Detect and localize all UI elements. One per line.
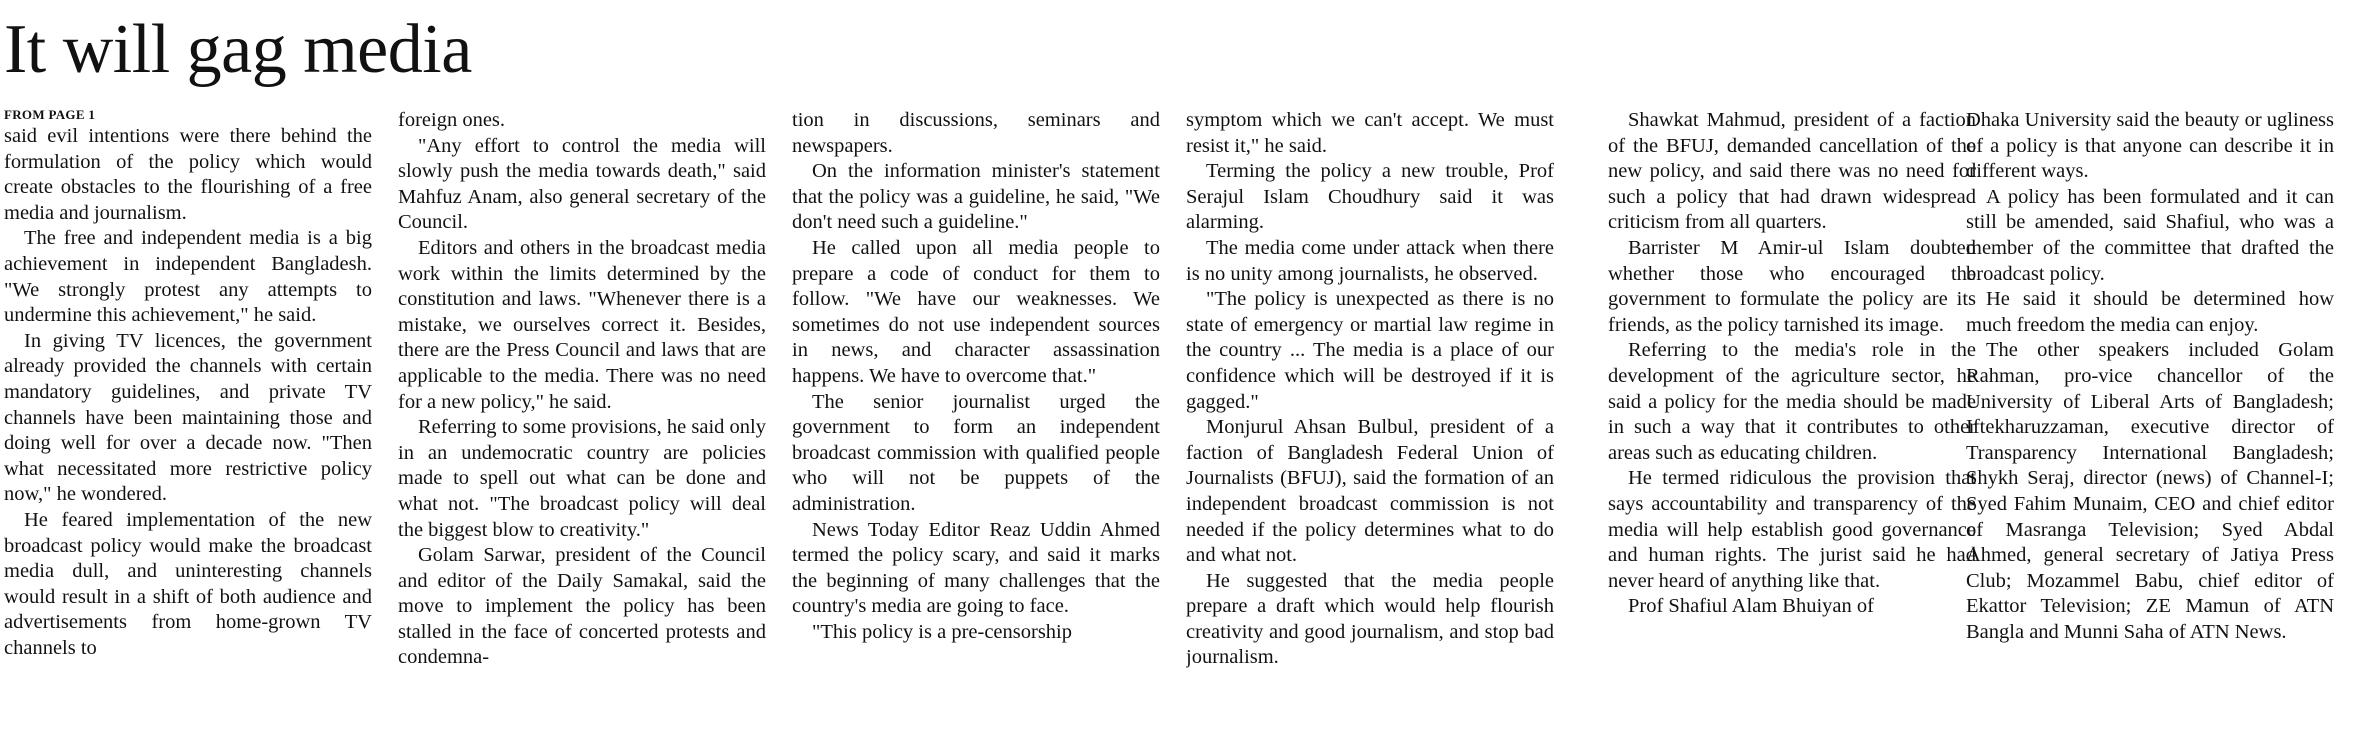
paragraph: Referring to the media's role in the development of the agriculture sector, he said a policy for the media should be made in such a way that it contributes to other areas such as educating children. (1608, 339, 1976, 464)
headline: It will gag media (4, 11, 472, 88)
paragraph: On the information minister's statement that the policy was a guideline, he said, "We don't need such a guideline." (792, 160, 1160, 234)
paragraph: Shawkat Mahmud, president of a faction of the BFUJ, demanded cancellation of the new policy, and said there was no need for such a policy that had drawn widespread criticism from all quarters. (1608, 109, 1976, 234)
paragraph: foreign ones. (398, 109, 506, 131)
paragraph: The free and independent media is a big achievement in independent Bangladesh. "We strongly protest any attempts to undermine this achievement," he said. (4, 227, 372, 327)
paragraph: A policy has been formulated and it can still be amended, said Shafiul, who was a member of the committee that drafted the broadcast policy. (1966, 185, 2334, 285)
paragraph: Editors and others in the broadcast media work within the limits determined by the constitution and laws. "Whenever there is a mistake, we ourselves correct it. Besides, there are the Press Council and laws that are applicable to the media. There was no need for a new policy," he said. (398, 236, 766, 413)
dateline: FROM PAGE 1 (4, 108, 96, 122)
paragraph: "The policy is unexpected as there is no state of emergency or martial law regime in the country ... The media is a place of our confidence which will be destroyed if it is gagged." (1186, 288, 1554, 413)
paragraph: In giving TV licences, the government already provided the channels with certain mandatory guidelines, and private TV channels have been maintaining those and doing well for over a decade now. "Then what necessitated more restrictive policy now," he wondered. (4, 329, 372, 506)
article-column (4, 108, 372, 748)
paragraph: Referring to some provisions, he said only in an undemocratic country are policies made to spell out what can be done and what not. "The broadcast policy will deal the biggest blow to creativity." (398, 416, 766, 541)
paragraph: Golam Sarwar, president of the Council and editor of the Daily Samakal, said the move to implement the policy has been stalled in the face of concerted protests and condemna- (398, 544, 766, 669)
paragraph: He said it should be determined how much freedom the media can enjoy. (1966, 288, 2334, 336)
paragraph: Monjurul Ahsan Bulbul, president of a faction of Bangladesh Federal Union of Journalists (BFUJ), said the formation of an independent broadcast commission is not needed if the policy determines what to do and what not. (1186, 416, 1554, 567)
paragraph: The senior journalist urged the government to form an independent broadcast commission with qualified people who will not be puppets of the administration. (792, 390, 1160, 515)
paragraph: Dhaka University said the beauty or ugliness of a policy is that anyone can describe it in different ways. (1966, 109, 2334, 183)
article-column (1966, 108, 2334, 748)
paragraph: said evil intentions were there behind the formulation of the policy which would create obstacles to the flourishing of a free media and journalism. (4, 125, 372, 224)
paragraph: Barrister M Amir-ul Islam doubted whether those who encouraged the government to formulate the policy are its friends, as the policy tarnished its image. (1608, 236, 1976, 336)
paragraph: symptom which we can't accept. We must resist it," he said. (1186, 109, 1554, 157)
article-column (792, 108, 1160, 748)
paragraph: "Any effort to control the media will slowly push the media towards death," said Mahfuz Anam, also general secretary of the Council. (398, 134, 766, 234)
article-column (1186, 108, 1554, 748)
article-body (4, 108, 2367, 748)
article-column (398, 108, 766, 748)
paragraph: He suggested that the media people prepare a draft which would help flourish creativity and good journalism, and stop bad journalism. (1186, 569, 1554, 669)
paragraph: The other speakers included Golam Rahman, pro-vice chancellor of the University of Liberal Arts of Bangladesh; Iftekharuzzaman, executive director of Transparency International Bangladesh; Shykh Seraj, director (news) of Channel-I; Syed Fahim Munaim, CEO and chief editor of Masranga Television; Syed Abdal Ahmed, general secretary of Jatiya Press Club; Mozammel Babu, chief editor of Ekattor Television; ZE Mamun of ATN Bangla and Munni Saha of ATN News. (1966, 339, 2334, 643)
paragraph: He feared implementation of the new broadcast policy would make the broadcast media dull, and uninteresting channels would result in a shift of both audience and advertisements from home-grown TV channels to (4, 508, 372, 659)
paragraph: He termed ridiculous the provision that says accountability and transparency of the media will help establish good governance and human rights. The jurist said he had never heard of anything like that. (1608, 467, 1976, 592)
paragraph: Terming the policy a new trouble, Prof Serajul Islam Choudhury said it was alarming. (1186, 160, 1554, 234)
paragraph: News Today Editor Reaz Uddin Ahmed termed the policy scary, and said it marks the beginning of many challenges that the country's media are going to face. (792, 518, 1160, 618)
article-column (1608, 108, 1976, 748)
paragraph: The media come under attack when there is no unity among journalists, he observed. (1186, 236, 1554, 285)
paragraph: "This policy is a pre-censorship (812, 620, 1073, 643)
paragraph: Prof Shafiul Alam Bhuiyan of (1628, 595, 1874, 618)
paragraph: tion in discussions, seminars and newspapers. (792, 109, 1160, 157)
paragraph: He called upon all media people to prepare a code of conduct for them to follow. "We have our weaknesses. We sometimes do not use independent sources in news, and character assassination happens. We have to overcome that." (792, 236, 1160, 387)
